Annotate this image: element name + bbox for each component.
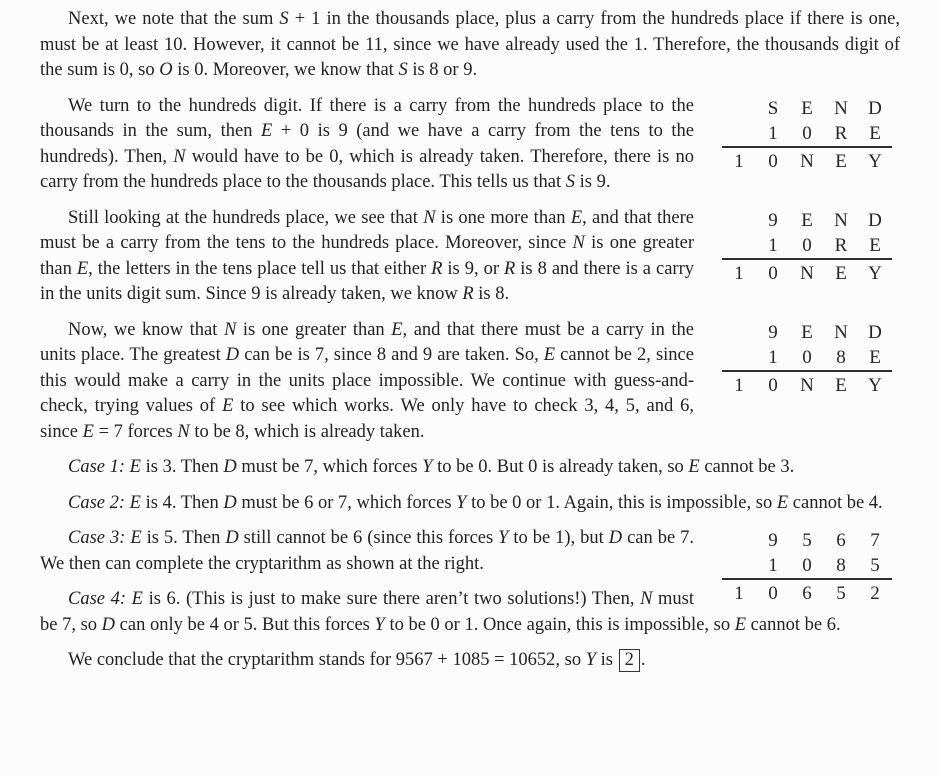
crypt-cell: R — [834, 122, 848, 144]
body-text: to be 8, which is already taken. — [189, 421, 425, 442]
crypt-cell: 8 — [836, 346, 846, 368]
cryptarithm-table-send — [722, 96, 892, 174]
cryptarithm-table-9end-8 — [722, 320, 892, 398]
crypt-cell: 6 — [802, 583, 812, 604]
crypt-cell: 0 — [768, 150, 778, 172]
variable-text: E — [570, 207, 583, 228]
body-text: is 4. Then — [140, 492, 224, 513]
variable-text: R — [462, 284, 474, 304]
variable-text: E — [734, 614, 747, 635]
variable-text: S — [398, 60, 408, 80]
body-text: is 9, or — [442, 258, 504, 279]
crypt-cell: E — [869, 346, 881, 368]
crypt-cell: D — [868, 97, 882, 119]
crypt-addend-row — [722, 121, 892, 146]
paragraph-hundreds-digit — [40, 94, 900, 196]
answer-box: 2 — [619, 649, 640, 672]
crypt-addend-row — [722, 96, 892, 121]
variable-text: E — [129, 457, 141, 477]
body-text: is 6. (This is just to make sure there aren’t two solutions!) Then, — [142, 589, 641, 609]
variable-text: D — [223, 457, 237, 477]
crypt-cell: 0 — [802, 234, 812, 256]
paragraph-case-1 — [40, 455, 900, 481]
variable-text: D — [223, 492, 237, 513]
body-text: Still looking at the hundreds place, we see that — [68, 207, 424, 228]
body-text: must be 7, so — [40, 589, 694, 635]
crypt-cell: 9 — [768, 209, 778, 231]
crypt-sum-row — [722, 370, 892, 398]
body-text: to be 0 or 1. Again, this is impossible, so — [466, 492, 777, 513]
body-text: = 7 forces — [93, 421, 178, 442]
body-text: can only be 4 or 5. But this forces — [115, 614, 375, 635]
variable-text: R — [431, 258, 443, 279]
variable-text: N — [173, 146, 186, 167]
crypt-cell: Y — [868, 150, 882, 172]
crypt-cell: N — [800, 262, 814, 284]
body-text: is one greater than — [236, 319, 392, 340]
variable-text: E — [131, 589, 143, 609]
body-text: is — [596, 650, 618, 670]
body-text: to see which works. We only have to check 3, 4, 5, and 6, since — [40, 396, 694, 442]
crypt-cell: E — [801, 209, 813, 231]
crypt-cell: S — [767, 97, 779, 119]
body-text: cannot be 4. — [788, 492, 883, 513]
crypt-cell: E — [869, 234, 881, 256]
paragraph-hundreds-place — [40, 206, 900, 308]
body-text: is 5. Then — [141, 528, 226, 548]
crypt-cell: 0 — [802, 346, 812, 368]
body-text: cannot be 2, since this would make a carry in the units place impossible. We continue with guess-and-check, trying values of — [40, 345, 694, 416]
crypt-cell: 0 — [768, 583, 778, 604]
paragraph-units-place — [40, 318, 900, 446]
variable-text: Case 4: — [68, 589, 127, 609]
variable-text: R — [504, 258, 516, 279]
body-text: cannot be 6. — [746, 614, 841, 635]
crypt-cell — [722, 320, 756, 345]
crypt-sum-row — [722, 258, 892, 286]
variable-text: D — [225, 345, 240, 365]
body-text: is one greater than — [40, 233, 694, 279]
body-text: . — [640, 650, 646, 670]
variable-text: E — [222, 396, 234, 416]
crypt-cell: 5 — [870, 555, 880, 576]
body-text: to be 0. But 0 is already taken, so — [432, 457, 689, 477]
crypt-cell: N — [800, 150, 814, 172]
crypt-cell: N — [834, 209, 848, 231]
variable-text: Y — [498, 528, 509, 548]
body-text: is 8 or 9. — [407, 60, 478, 80]
crypt-sum-row — [722, 578, 892, 606]
body-text: must be 6 or 7, which forces — [236, 492, 457, 513]
variable-text: N — [423, 207, 436, 228]
crypt-cell — [722, 208, 756, 233]
body-text: , and that there must be a carry from the tens to the hundreds place. Moreover, since — [40, 207, 694, 253]
crypt-cell: 1 — [768, 234, 778, 256]
body-text: is 0. Moreover, we know that — [172, 60, 399, 80]
body-text: + 1 in the thousands place, plus a carry from the hundreds place if there is one, must be at least 10. However, it cannot be 11, since we have already used the 1. Therefore, the thousands digit of the sum is 0, so — [40, 9, 900, 80]
crypt-cell: 0 — [802, 555, 812, 576]
crypt-cell — [722, 345, 756, 370]
body-text: to be 1), but — [508, 528, 609, 548]
variable-text: N — [640, 589, 653, 609]
crypt-cell: 1 — [768, 555, 778, 576]
variable-text: E — [260, 121, 273, 141]
paragraph-case-2 — [40, 491, 900, 517]
paragraph-case-3-text — [40, 528, 694, 574]
variable-text: Case 3: — [68, 528, 126, 548]
variable-text: N — [223, 319, 237, 340]
body-text: can be 7. We then can complete the cryptarithm as shown at the right. — [40, 528, 694, 574]
variable-text: E — [543, 345, 556, 365]
body-text: , the letters in the tens place tell us that either — [88, 258, 432, 279]
crypt-cell: D — [868, 321, 882, 343]
variable-text: S — [565, 172, 575, 192]
variable-text: E — [688, 457, 700, 477]
crypt-cell: 6 — [836, 530, 846, 551]
variable-text: Y — [585, 650, 597, 670]
crypt-cell: N — [834, 321, 848, 343]
crypt-cell: 0 — [802, 122, 812, 144]
body-text: is 8. — [473, 284, 510, 304]
crypt-cell: N — [834, 97, 848, 119]
paragraph-conclusion — [40, 648, 900, 674]
variable-text: E — [82, 421, 94, 442]
crypt-cell — [722, 121, 756, 146]
crypt-sum-row — [722, 146, 892, 174]
body-text: cannot be 3. — [699, 457, 795, 477]
body-text: + 0 is 9 (and we have a carry from the tens to the hundreds). Then, — [40, 121, 694, 167]
body-text: to be 0 or 1. Once again, this is impossible, so — [384, 614, 735, 635]
crypt-addend-row — [722, 208, 892, 233]
crypt-cell: E — [869, 122, 881, 144]
variable-text: E — [76, 258, 89, 279]
variable-text: Case 2: — [68, 492, 126, 513]
crypt-cell: N — [800, 374, 814, 396]
crypt-cell: 2 — [870, 583, 880, 604]
paragraph-hundreds-digit-text — [40, 96, 694, 193]
crypt-cell — [722, 528, 756, 553]
paragraph-thousands-place — [40, 7, 900, 84]
crypt-cell: E — [835, 262, 847, 284]
crypt-cell — [722, 553, 756, 578]
variable-text: D — [101, 614, 116, 635]
crypt-cell: Y — [868, 262, 882, 284]
variable-text: Y — [422, 457, 433, 477]
crypt-cell: D — [868, 209, 882, 231]
variable-text: D — [225, 528, 239, 548]
variable-text: N — [177, 421, 190, 442]
variable-text: O — [159, 60, 173, 80]
crypt-cell: E — [835, 374, 847, 396]
crypt-cell: Y — [868, 374, 882, 396]
crypt-cell: 1 — [734, 583, 744, 604]
cryptarithm-table-9end — [722, 208, 892, 286]
variable-text: Case 1: — [68, 457, 126, 477]
paragraph-hundreds-place-text — [40, 208, 694, 305]
crypt-addend-row — [722, 320, 892, 345]
body-text: is 8 and there is a carry in the units digit sum. Since 9 is already taken, we know — [40, 258, 694, 304]
crypt-cell: 1 — [768, 122, 778, 144]
crypt-cell — [722, 233, 756, 258]
variable-text: E — [130, 528, 142, 548]
crypt-cell: 9 — [768, 321, 778, 343]
body-text: must be 7, which forces — [236, 457, 423, 477]
crypt-cell — [722, 96, 756, 121]
crypt-cell: 1 — [734, 150, 744, 172]
crypt-cell: 1 — [734, 374, 744, 396]
crypt-cell: 1 — [768, 346, 778, 368]
body-text: , and that there must be a carry in the units place. The greatest — [40, 319, 695, 365]
crypt-cell: E — [835, 150, 847, 172]
variable-text: E — [129, 492, 141, 513]
paragraph-units-place-text — [40, 320, 694, 442]
crypt-cell: 0 — [768, 262, 778, 284]
body-text: is 9. — [575, 172, 611, 192]
crypt-cell: R — [834, 234, 848, 256]
crypt-cell: 5 — [836, 583, 846, 604]
variable-text: E — [776, 492, 789, 513]
variable-text: E — [391, 319, 403, 340]
crypt-cell: 1 — [734, 262, 744, 284]
crypt-addend-row — [722, 553, 892, 578]
crypt-addend-row — [722, 233, 892, 258]
crypt-cell: E — [801, 97, 813, 119]
crypt-cell: 8 — [836, 555, 846, 576]
crypt-cell: 0 — [768, 374, 778, 396]
crypt-cell: 5 — [802, 530, 812, 551]
crypt-cell: E — [801, 321, 813, 343]
body-text: can be is 7, since 8 and 9 are taken. So, — [239, 345, 544, 365]
body-text: is 3. Then — [140, 457, 224, 477]
body-text: still cannot be 6 (since this forces — [238, 528, 499, 548]
crypt-addend-row — [722, 528, 892, 553]
body-text: is one more than — [435, 207, 571, 228]
variable-text: S — [279, 9, 289, 29]
body-text: would have to be 0, which is already taken. Therefore, there is no carry from the hundreds place to the thousands place. This tells us that — [40, 146, 694, 192]
body-text: Now, we know that — [68, 319, 224, 340]
crypt-addend-row — [722, 345, 892, 370]
crypt-cell: 9 — [768, 530, 778, 551]
variable-text: Y — [374, 614, 385, 635]
variable-text: Y — [456, 492, 467, 513]
variable-text: D — [608, 528, 623, 548]
variable-text: N — [572, 233, 585, 253]
body-text: Next, we note that the sum — [68, 9, 280, 29]
cryptarithm-table-solved — [722, 528, 892, 606]
crypt-cell: 7 — [870, 530, 880, 551]
body-text: We turn to the hundreds digit. If there is a carry from the hundreds place to the thousands in the sum, then — [40, 95, 694, 141]
body-text: We conclude that the cryptarithm stands for 9567 + 1085 = 10652, so — [68, 650, 586, 670]
